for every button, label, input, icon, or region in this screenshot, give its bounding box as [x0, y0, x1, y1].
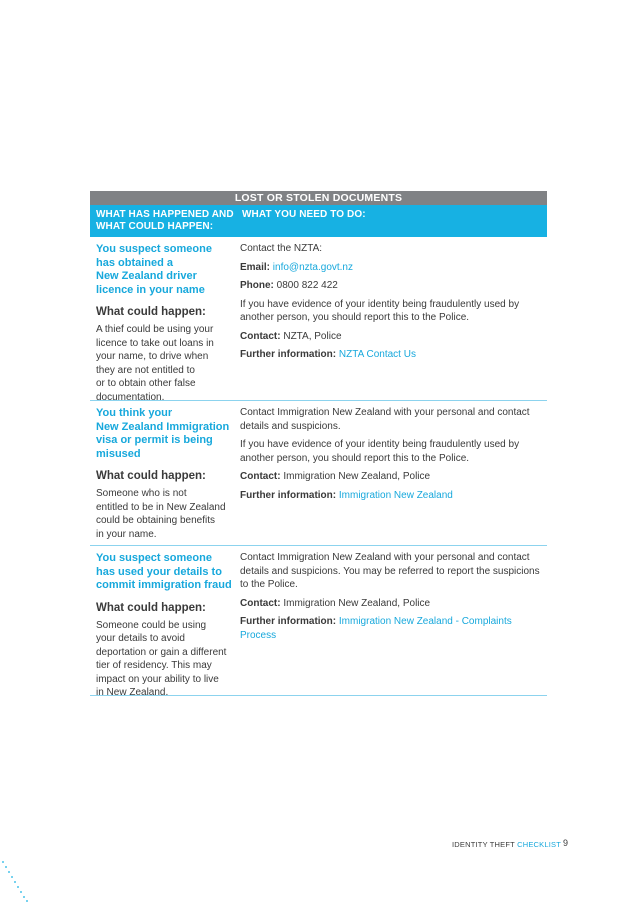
- evidence-text: If you have evidence of your identity being fraudulently used by another person, you should report this to the Police.: [240, 298, 520, 323]
- table-row: [90, 546, 547, 699]
- row-action-cell: [240, 237, 547, 400]
- decorative-dots-icon: [0, 860, 40, 902]
- header-col-what-happened: WHAT HAS HAPPENED AND WHAT COULD HAPPEN:: [96, 209, 234, 232]
- contact-label: Contact:: [240, 471, 281, 482]
- table-title: LOST OR STOLEN DOCUMENTS: [90, 191, 547, 205]
- phone-value: 0800 822 422: [276, 280, 338, 291]
- situation-heading: You suspect someone has obtained a New Zealand driver licence in your name: [96, 243, 212, 296]
- row-situation-cell: [90, 237, 240, 403]
- lost-stolen-documents-table: [90, 191, 547, 699]
- phone-label: Phone:: [240, 280, 274, 291]
- row-action-cell: [240, 546, 547, 695]
- situation-heading: You think your New Zealand Immigration visa or permit is being misused: [96, 407, 230, 460]
- contact-line: [240, 330, 541, 344]
- page-number: 9: [563, 838, 569, 848]
- further-info-link[interactable]: Immigration New Zealand - Complaints Process: [240, 616, 512, 641]
- what-could-happen-label: What could happen:: [96, 470, 206, 483]
- row-situation-cell: [90, 546, 240, 699]
- what-could-happen-text: Someone could be using your details to avoid deportation or gain a different tier of residency. This may impact on your ability to live in New Zealand.: [96, 619, 227, 699]
- phone-line: [240, 279, 541, 293]
- email-link[interactable]: info@nzta.govt.nz: [272, 261, 353, 273]
- further-info-label: Further information:: [240, 616, 337, 627]
- contact-intro: Contact the NZTA:: [240, 243, 323, 254]
- contact-line: [240, 597, 541, 611]
- table-header: [90, 205, 547, 237]
- further-info-link[interactable]: Immigration New Zealand: [338, 489, 453, 501]
- contact-label: Contact:: [240, 330, 281, 342]
- further-info-line: [240, 489, 541, 503]
- contact-value: NZTA, Police: [283, 330, 342, 342]
- contact-intro: Contact Immigration New Zealand with your personal and contact details and suspicions. You may be referred to report the suspicions to the Police.: [240, 552, 540, 590]
- email-label: Email:: [240, 261, 271, 273]
- further-info-link[interactable]: NZTA Contact Us: [338, 349, 416, 360]
- what-could-happen-text: Someone who is not entitled to be in New Zealand could be obtaining benefits in your name.: [96, 488, 226, 540]
- table-row: [90, 237, 547, 401]
- contact-line: [240, 470, 541, 484]
- footer-doc-name-a: IDENTITY THEFT: [452, 840, 518, 849]
- evidence-text: If you have evidence of your identity being fraudulently used by another person, you should report this to the Police.: [240, 439, 520, 464]
- further-info-label: Further information:: [240, 489, 337, 501]
- header-col-what-to-do: WHAT YOU NEED TO DO:: [242, 209, 366, 220]
- further-info-label: Further information:: [240, 349, 337, 360]
- row-action-cell: [240, 401, 547, 545]
- contact-value: Immigration New Zealand, Police: [283, 597, 431, 609]
- table-row: [90, 401, 547, 546]
- email-line: [240, 261, 541, 275]
- what-could-happen-text: A thief could be using your licence to take out loans in your name, to drive when they are not entitled to or to obtain other false documentation.: [96, 324, 214, 403]
- contact-intro: Contact Immigration New Zealand with your personal and contact details and suspicions.: [240, 407, 530, 432]
- further-info-line: [240, 348, 541, 362]
- what-could-happen-label: What could happen:: [96, 306, 206, 319]
- what-could-happen-label: What could happen:: [96, 601, 206, 614]
- situation-heading: You suspect someone has used your details to commit immigration fraud: [96, 552, 232, 592]
- contact-label: Contact:: [240, 597, 281, 609]
- footer-doc-name-b: CHECKLIST: [517, 840, 561, 849]
- contact-value: Immigration New Zealand, Police: [283, 471, 431, 482]
- further-info-line: [240, 615, 541, 642]
- footer-document-name: [452, 840, 561, 849]
- row-situation-cell: [90, 401, 240, 545]
